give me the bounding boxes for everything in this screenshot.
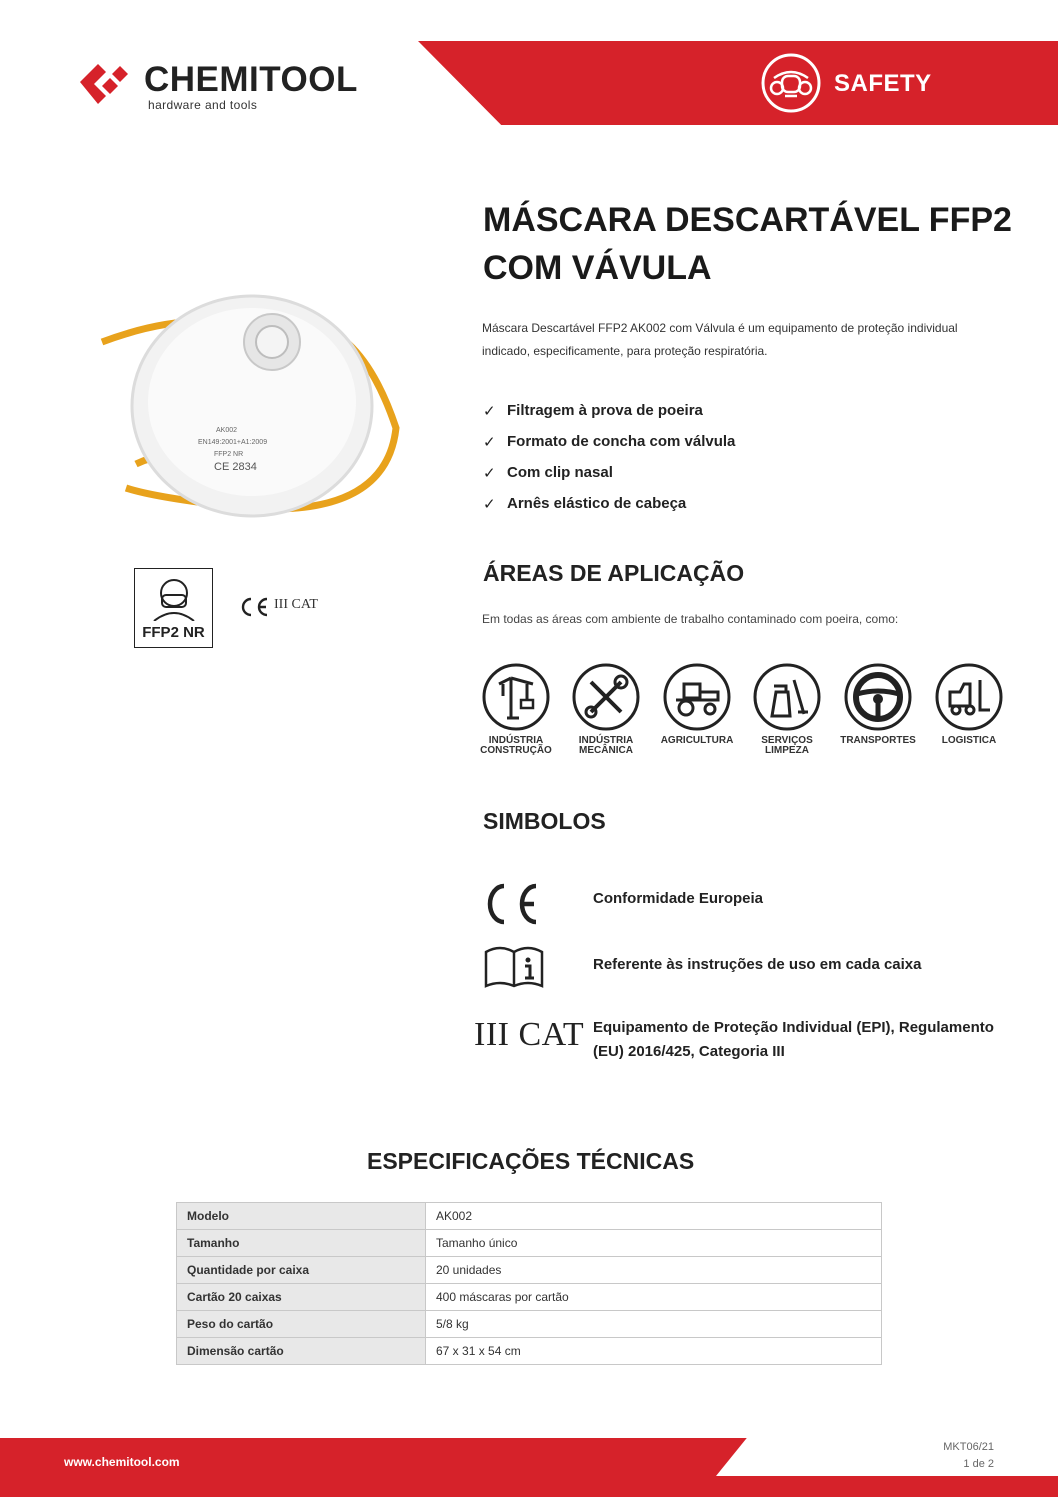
feature-text: Filtragem à prova de poeira bbox=[507, 402, 703, 419]
table-row bbox=[177, 1203, 882, 1230]
ce-mark-icon bbox=[470, 876, 570, 932]
mask-print-ce: CE 2834 bbox=[214, 461, 257, 473]
area-cleaning bbox=[745, 662, 829, 756]
mask-product-image bbox=[96, 278, 404, 530]
product-description: Máscara Descartável FFP2 AK002 com Válvula é um equipamento de proteção individual indicado, especificamente, para proteção respiratória. bbox=[482, 321, 958, 358]
feature-item bbox=[483, 488, 1003, 519]
specs-table bbox=[176, 1202, 882, 1365]
category-banner bbox=[418, 41, 1058, 125]
steering-wheel-icon bbox=[843, 662, 913, 732]
spec-value: 67 x 31 x 54 cm bbox=[426, 1338, 882, 1365]
spec-value: AK002 bbox=[426, 1203, 882, 1230]
checkmark-icon: ✓ bbox=[483, 495, 496, 513]
brand-name: CHEMITOOL bbox=[144, 60, 358, 99]
area-agriculture bbox=[655, 662, 739, 746]
face-mask-icon bbox=[149, 575, 199, 621]
symbol-text: Conformidade Europeia bbox=[593, 890, 764, 907]
respirator-mask-icon bbox=[760, 52, 822, 114]
spec-value: 20 unidades bbox=[426, 1257, 882, 1284]
table-row bbox=[177, 1230, 882, 1257]
cat-iii-small: III CAT bbox=[274, 597, 318, 612]
symbol-text: Referente às instruções de uso em cada caixa bbox=[593, 956, 922, 973]
cat-iii-icon: III CAT bbox=[474, 1016, 585, 1053]
document-info bbox=[943, 1439, 994, 1473]
application-areas bbox=[474, 662, 1014, 762]
mask-print-class: FFP2 NR bbox=[214, 451, 244, 458]
badge-label: FFP2 NR bbox=[142, 624, 205, 641]
area-construction bbox=[474, 662, 558, 756]
symbol-row bbox=[470, 940, 1030, 996]
forklift-icon bbox=[934, 662, 1004, 732]
ce-mark-icon bbox=[237, 596, 271, 618]
spec-key: Dimensão cartão bbox=[177, 1338, 426, 1365]
page-number: 1 de 2 bbox=[963, 1458, 994, 1470]
checkmark-icon: ✓ bbox=[483, 433, 496, 451]
area-transport bbox=[836, 662, 920, 746]
table-row bbox=[177, 1338, 882, 1365]
spec-key: Cartão 20 caixas bbox=[177, 1284, 426, 1311]
tools-icon bbox=[571, 662, 641, 732]
areas-intro: Em todas as áreas com ambiente de trabalho contaminado com poeira, como: bbox=[482, 612, 899, 626]
checkmark-icon: ✓ bbox=[483, 464, 496, 482]
symbol-row bbox=[470, 876, 1030, 932]
area-mechanical bbox=[564, 662, 648, 756]
brand-logo bbox=[76, 54, 396, 114]
cleaning-icon bbox=[752, 662, 822, 732]
spec-value: Tamanho único bbox=[426, 1230, 882, 1257]
mask-print-model: AK002 bbox=[216, 427, 238, 434]
area-label: INDÚSTRIA MECÂNICA bbox=[578, 735, 634, 756]
footer-notch bbox=[716, 1438, 1058, 1476]
website-link[interactable]: www.chemitool.com bbox=[64, 1455, 180, 1469]
feature-list bbox=[483, 395, 1003, 519]
product-title-line2: COM VÁVULA bbox=[483, 249, 712, 287]
area-label: AGRICULTURA bbox=[660, 735, 734, 746]
manual-info-icon bbox=[470, 940, 570, 996]
feature-text: Arnês elástico de cabeça bbox=[507, 495, 687, 512]
table-row bbox=[177, 1257, 882, 1284]
spec-key: Tamanho bbox=[177, 1230, 426, 1257]
checkmark-icon: ✓ bbox=[483, 402, 496, 420]
document-code: MKT06/21 bbox=[943, 1441, 994, 1453]
area-logistics bbox=[927, 662, 1011, 746]
area-label: TRANSPORTES bbox=[840, 735, 916, 746]
feature-item bbox=[483, 457, 1003, 488]
table-row bbox=[177, 1284, 882, 1311]
table-row bbox=[177, 1311, 882, 1338]
product-title-line1: MÁSCARA DESCARTÁVEL FFP2 bbox=[483, 201, 1012, 239]
mask-print-norm: EN149:2001+A1:2009 bbox=[198, 439, 268, 446]
symbol-text: Equipamento de Proteção Individual (EPI), Regulamento (EU) 2016/425, Categoria III bbox=[593, 1019, 994, 1060]
feature-item bbox=[483, 426, 1003, 457]
product-title bbox=[483, 196, 1023, 292]
specs-heading: ESPECIFICAÇÕES TÉCNICAS bbox=[367, 1148, 695, 1174]
areas-heading: ÁREAS DE APLICAÇÃO bbox=[483, 560, 745, 586]
feature-item bbox=[483, 395, 1003, 426]
spec-value: 5/8 kg bbox=[426, 1311, 882, 1338]
crane-icon bbox=[481, 662, 551, 732]
area-label: SERVIÇOS LIMPEZA bbox=[761, 735, 813, 756]
chemitool-logo-icon bbox=[76, 56, 132, 112]
brand-tagline: hardware and tools bbox=[148, 98, 258, 112]
feature-text: Com clip nasal bbox=[507, 464, 613, 481]
spec-value: 400 máscaras por cartão bbox=[426, 1284, 882, 1311]
feature-text: Formato de concha com válvula bbox=[507, 433, 736, 450]
spec-key: Peso do cartão bbox=[177, 1311, 426, 1338]
ffp2-nr-badge bbox=[134, 568, 213, 648]
area-label: LOGISTICA bbox=[941, 735, 997, 746]
area-label: INDÚSTRIA CONSTRUÇÃO bbox=[480, 735, 552, 756]
symbols-heading: SIMBOLOS bbox=[483, 808, 606, 834]
category-label: SAFETY bbox=[834, 70, 932, 97]
symbol-row bbox=[470, 1016, 1030, 1072]
spec-key: Quantidade por caixa bbox=[177, 1257, 426, 1284]
spec-key: Modelo bbox=[177, 1203, 426, 1230]
tractor-icon bbox=[662, 662, 732, 732]
